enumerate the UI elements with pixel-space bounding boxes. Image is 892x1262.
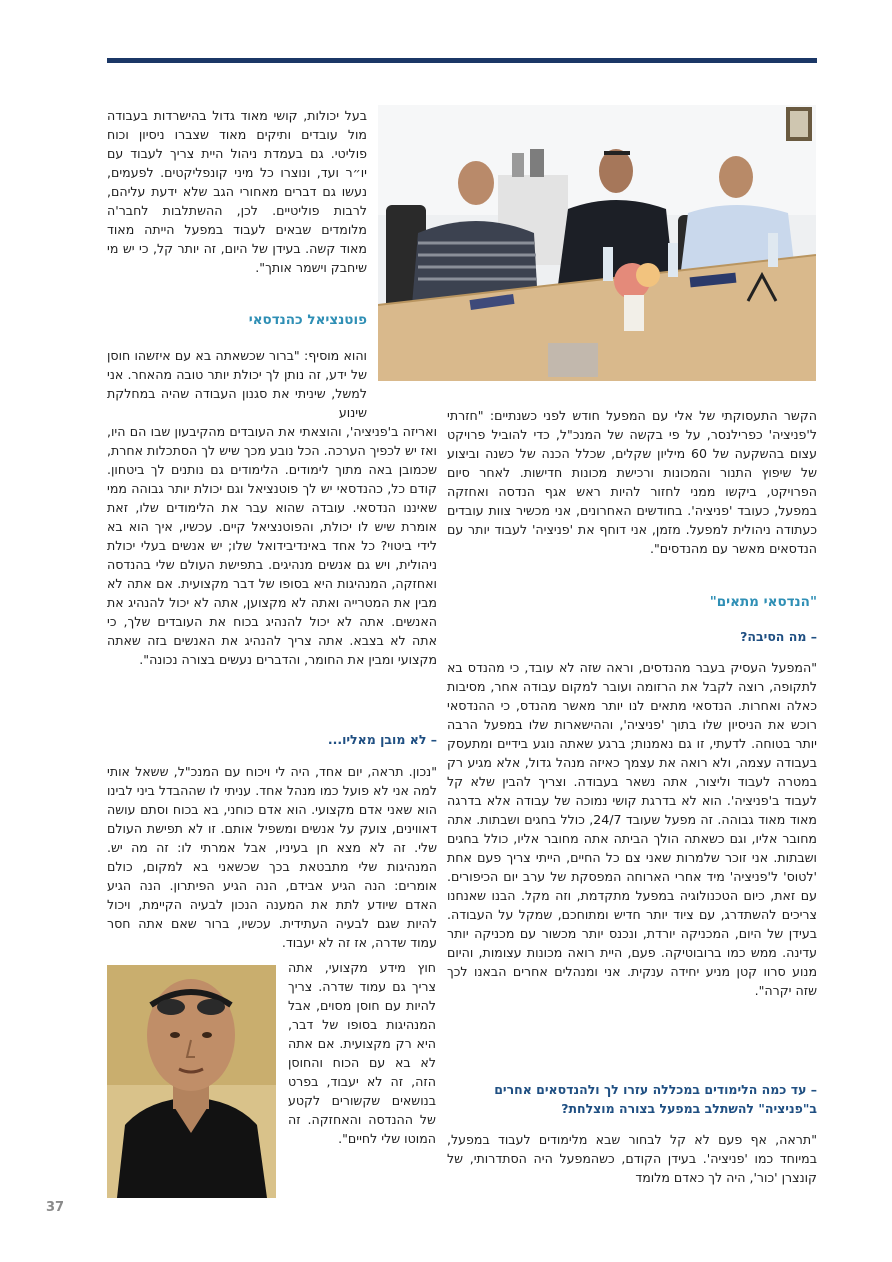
potential-paragraph-narrow: והוא מוסיף: "ברור שכשאתה בא עם איזשהו חוסן של ידע, זה נותן לך יכולת יותר טובה מהאחר. אני למשל, שיניתי את סגנון העבודה שהיה במחלקת שינוע xyxy=(107,348,367,420)
meeting-photo xyxy=(378,105,816,381)
why-paragraph: "המפעל העסיק בעבר מהנדסים, וראה שזה לא עובד, כי מהנדס בא לתקופה, רוצה לקבל את הרזומה ועובר למקום עבודה אחר, מסיבות כאלה ואחרות. הנדסאי מתאים לנו יותר מאשר מהנדס, כי ההנדסאי רוכש את הניסיון שלו בתוך 'פניציה', וההישארות שלו במפעל הרבה יותר בטוחה. לדעתי, זו גם נאמנות; ברגע שאתה נוגע בידיים ומתעסק בעבודה עצמה, ולא רואה את עצמך כאיזה מנהל גדול, אלא מגיע רק במטרה לעבוד וליצור, אתה נשאר בעבודה. וצריך להבין שלא קל לעבוד ב'פניציה'. הוא לא בדרגת קושי נמוכה של עבודה אלא בדרגה מאוד מאוד גבוהה. זה מפעל שעובד 24/7, כולל בחגים ושבתות. אתה מחובר אליו, וגם כשאתה הולך הביתה אתה מחובר אליו, כולל בחגים ושבתות. אני זוכר שלמרות שאני צם כל החיים, הייתי צריך פעם אחת 'לטוס' ל'פניציה' מיד אחרי הארוחה המפסקת של ערב יום הכיפורים. עם זאת, כיום הטכנולוגיה במפעל מתקדמת, וזה מקל. הבנו שאנחנו צריכים להשתדרג, עם ציוד יותר חדיש ומתוחכם, שמקל על העבודה. בעידן של היום, המכניקה יורדת, ונכנס יותר מכשור עם מכניקה יותר עדינה. ממש כמו ברובוטיקה. פעם, היית רואה מכונות עצומות, והיום מנוע סרוו קטן מניע יחידה ענקית. אני ומנהלים אחרים הבאנו לכך שזה יקרה". xyxy=(447,660,817,998)
studies-paragraph: "תראה, אף פעם לא קל לבחור שבא מלימודים לעבוד במפעל, במיוחד כמו 'פניציה'. בעידן הקודם, כשהמפעל היה הסתדרותי, של קונצרן 'כור', היה לך כאדם מלומד xyxy=(447,1132,817,1185)
question-not-obvious: – לא מובן מאליו... xyxy=(327,732,437,747)
page-number: 37 xyxy=(46,1200,65,1215)
portrait-photo xyxy=(107,965,276,1198)
heading-suitable-technician: "הנדסאי מתאים" xyxy=(709,594,817,610)
right-intro-paragraph: הקשר התעסוקתי של אלי עם המפעל חודש לפני כשנתיים: "חזרתי ל'פניציה' כפרילנסר, על פי בקשה של המנכ"ל, כדי להוביל פרויקט עצום בהשקעה של 60 מיליון שקלים, שכלל הכנה של כשנה וביצוע של שיפוץ התנור והמכונות ורכישת מכונות חדישות. לאחר סיום הפרויקט, ביקשו ממני לחזור להיות ראש אגף הנדסה ואחזקה במפעל, כעובד 'פניציה'. בחודשים האחרונים, אני מכשיר צוות עובדים כעתודה ניהולית למפעל. מזמן, אני דוחף את 'פניציה' לעבוד יותר עם הנדסאים מאשר עם מהנדסים". xyxy=(447,408,817,556)
question-studies: – עד כמה הלימודים במכללה עזרו לך ולהנדסאים אחרים ב"פניציה" להשתלב במפעל בצורה מוצלחת? xyxy=(494,1082,817,1116)
top-rule xyxy=(107,58,817,63)
not-obvious-paragraph-wide: "נכון. תראה, יום אחד, היה לי ויכוח עם המנכ"ל, ששאל אותי למה אני לא פועל כמו מנהל אחד. עניתי לו שההבדל ביני לבינו הוא שאני אדם מקצועי. הוא אדם כוחני, בא בכוח וסתם עושה דאווינים, צועק על אנשים ומשפיל אותם. זו לא תפישת העולם שלי. זה לא מצא חן בעיניו, אבל אמרתי לו: זה מה יש. המנהיגות שלי מתבטאת בכך שכשאני בא למקום, כולם אומרים: הנה הגיע אבידם, הנה הגיע הפיתרון. הנה הגיע האדם שיודע לתת את המענה הנכון לבעיה הקיימת, ויכול להיות שגם לבעיה העתידית. עכשיו, ברור שאם אתה חסר עמוד שדרה, אז זה לא יעבוד. xyxy=(107,764,437,950)
potential-paragraph-wide: ואריזה ב'פניציה', והוצאתי את העובדים מהקיבעון שבו הם היו, ואז יש לכפיך הערכה. הכל נובע מכך שיש לך הסתכלות אחרת, שכמובן באה מתוך לימודים. הלימודים גם נותנים לך ביטחון. קודם כל, כהנדסאי יש לך פוטנציאל וגם יכולת יותר גבוהה ממי שאיננו הנדסאי. עובדה שהוא עבר את הלימודים שלו, זאת אומרת שיש לו יכולת, והפוטנציאל קיים. עכשיו, איך הוא בא לידי ביטוי? כל אחד באינדיבידואל שלו; יש אנשים בעלי יכולת ניהולית, ויש גם אנשים מנהיגים. בתפישת העולם שלי בהנדסה ואחזקה, המנהיגות היא בסופו של דבר מקצועית. אם אתה לא מבין את המטרייה ואתה לא מקצוען, אתה לא יכול להנהיג את האנשים. אתה לא יכול להנהיג בכוח את העובדים שלך, כי אתה לא בצבא. אתה צריך להנהיג את האנשים בזה שאתה מקצועי ומבין את החומר, והדברים נעשים בצורה נכונה". xyxy=(107,424,437,667)
question-why: – מה הסיבה? xyxy=(740,629,817,644)
not-obvious-paragraph-narrow: חוץ מידע מקצועי, אתה צריך גם עמוד שדרה. צריך להיות עם חוסן מסוים, אבל המנהיגות בסופו של דבר, היא רק מקצועית. אם אתה לא בא עם הכוח והחוסן הזה, זה לא יעבוד, בפרט בנושאים שקשורים לקטע של ההנדסה והאחזקה. זה המוטו שלי לחיים". xyxy=(288,960,436,1146)
left-intro-paragraph: בעל יכולות, קושי מאוד גדול בהישרדות בעבודה מול עובדים ותיקים מאוד שצברו ניסיון וכוח פוליטי. גם בעמדת ניהול היית צריך לעבוד עם יו״ר ועד, ונוצרו כל מיני קונפליקטים. לפעמים, נעשו גם דברים מאחורי הגב שלא ידעת עליהם, לרבות פוליטיים. לכן, ההשתלבות לחבר'ה מלומדים שבאים לעבוד במפעל הייתה מאוד מאוד קשה. בעידן של היום, זה יותר קל, כי יש מי שיחבק וישמר אותך". xyxy=(107,108,367,275)
heading-potential: פוטנציאל כהנדסאי xyxy=(248,312,367,328)
